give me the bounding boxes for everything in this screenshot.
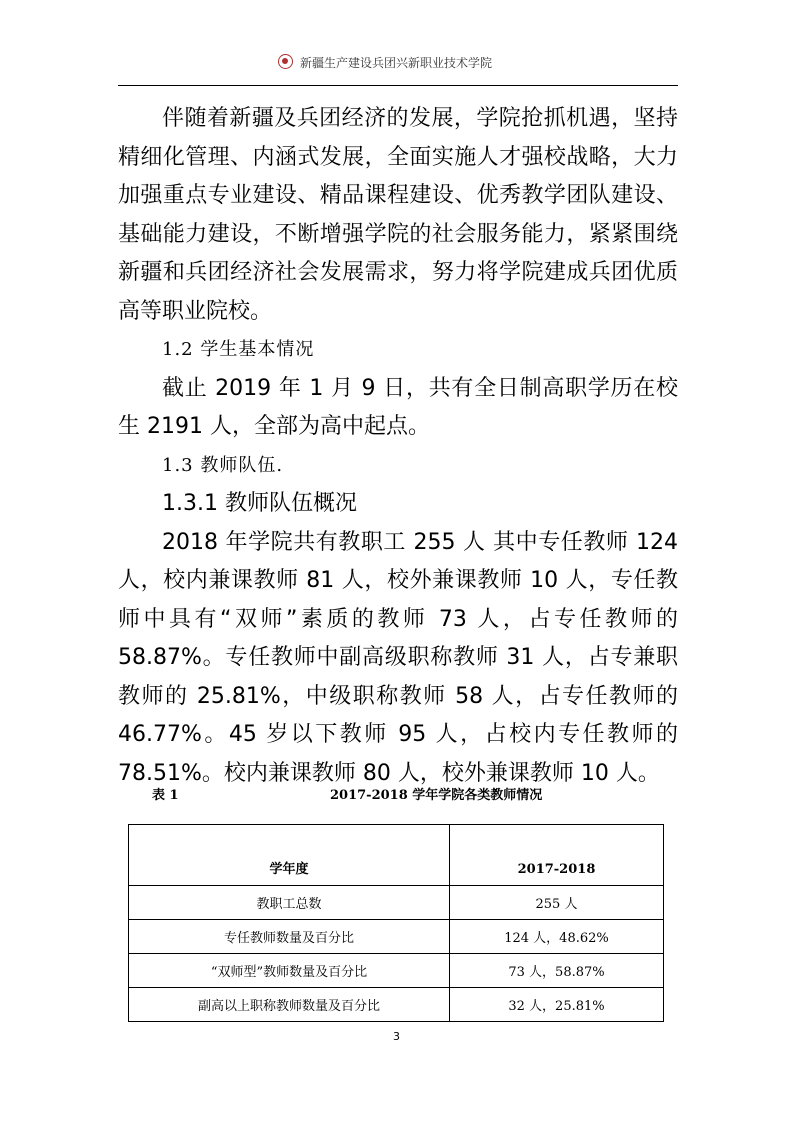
- table-row: [129, 954, 664, 988]
- table-cell: 32 人，25.81%: [450, 988, 664, 1022]
- table-header-row: [129, 825, 664, 886]
- page-number: 3: [393, 1030, 400, 1043]
- table-cell: 专任教师数量及百分比: [129, 920, 450, 954]
- teachers-subheading: 1.3.1 教师队伍概况: [162, 491, 357, 516]
- college-seal-icon: [278, 54, 293, 69]
- table-cell: 255 人: [450, 886, 664, 920]
- table-label: 表 1: [152, 788, 179, 803]
- table-cell: 124 人，48.62%: [450, 920, 664, 954]
- table-caption: [0, 784, 793, 804]
- teachers-paragraph: 2018 年学院共有教职工 255 人 其中专任教师 124 人，校内兼课教师 81 人，校外兼课教师 10 人，专任教师中具有“双师”素质的教师 73 人，占专任教师的 58.87%。专任教师中副高级职称教师 31 人，占专兼职教师的 25.81%，中级职称教师 58 人，占专任教师的 46.77%。45 岁以下教师 95 人，占校内专任教师的 78.51%。校内兼课教师 80 人，校外兼课教师 10 人。: [118, 529, 678, 786]
- page-header: [118, 50, 678, 78]
- table-cell: “双师型”教师数量及百分比: [129, 954, 450, 988]
- table-cell: 教职工总数: [129, 886, 450, 920]
- teachers-heading: 1.3 教师队伍.: [162, 454, 284, 476]
- teacher-stats-table: [128, 824, 664, 1022]
- header-title: 新疆生产建设兵团兴新职业技术学院: [300, 56, 493, 70]
- table-row: [129, 886, 664, 920]
- intro-paragraph: 伴随着新疆及兵团经济的发展，学院抢抓机遇，坚持精细化管理、内涵式发展，全面实施人才强校战略，大力加强重点专业建设、精品课程建设、优秀教学团队建设、基础能力建设，不断增强学院的社会服务能力，紧紧围绕新疆和兵团经济社会发展需求，努力将学院建成兵团优质高等职业院校。: [118, 106, 678, 324]
- document-body: [118, 100, 678, 793]
- table-cell: 副高以上职称教师数量及百分比: [129, 988, 450, 1022]
- students-heading: 1.2 学生基本情况: [162, 339, 315, 360]
- table-cell: 73 人，58.87%: [450, 954, 664, 988]
- students-paragraph: 截止 2019 年 1 月 9 日，共有全日制高职学历在校生 2191 人，全部为高中起点。: [118, 375, 678, 439]
- header-divider: [118, 85, 678, 86]
- table-header-cell: 学年度: [129, 825, 450, 886]
- table-row: [129, 988, 664, 1022]
- table-row: [129, 920, 664, 954]
- table-title: 2017-2018 学年学院各类教师情况: [330, 788, 543, 803]
- table-header-cell: 2017-2018: [450, 825, 664, 886]
